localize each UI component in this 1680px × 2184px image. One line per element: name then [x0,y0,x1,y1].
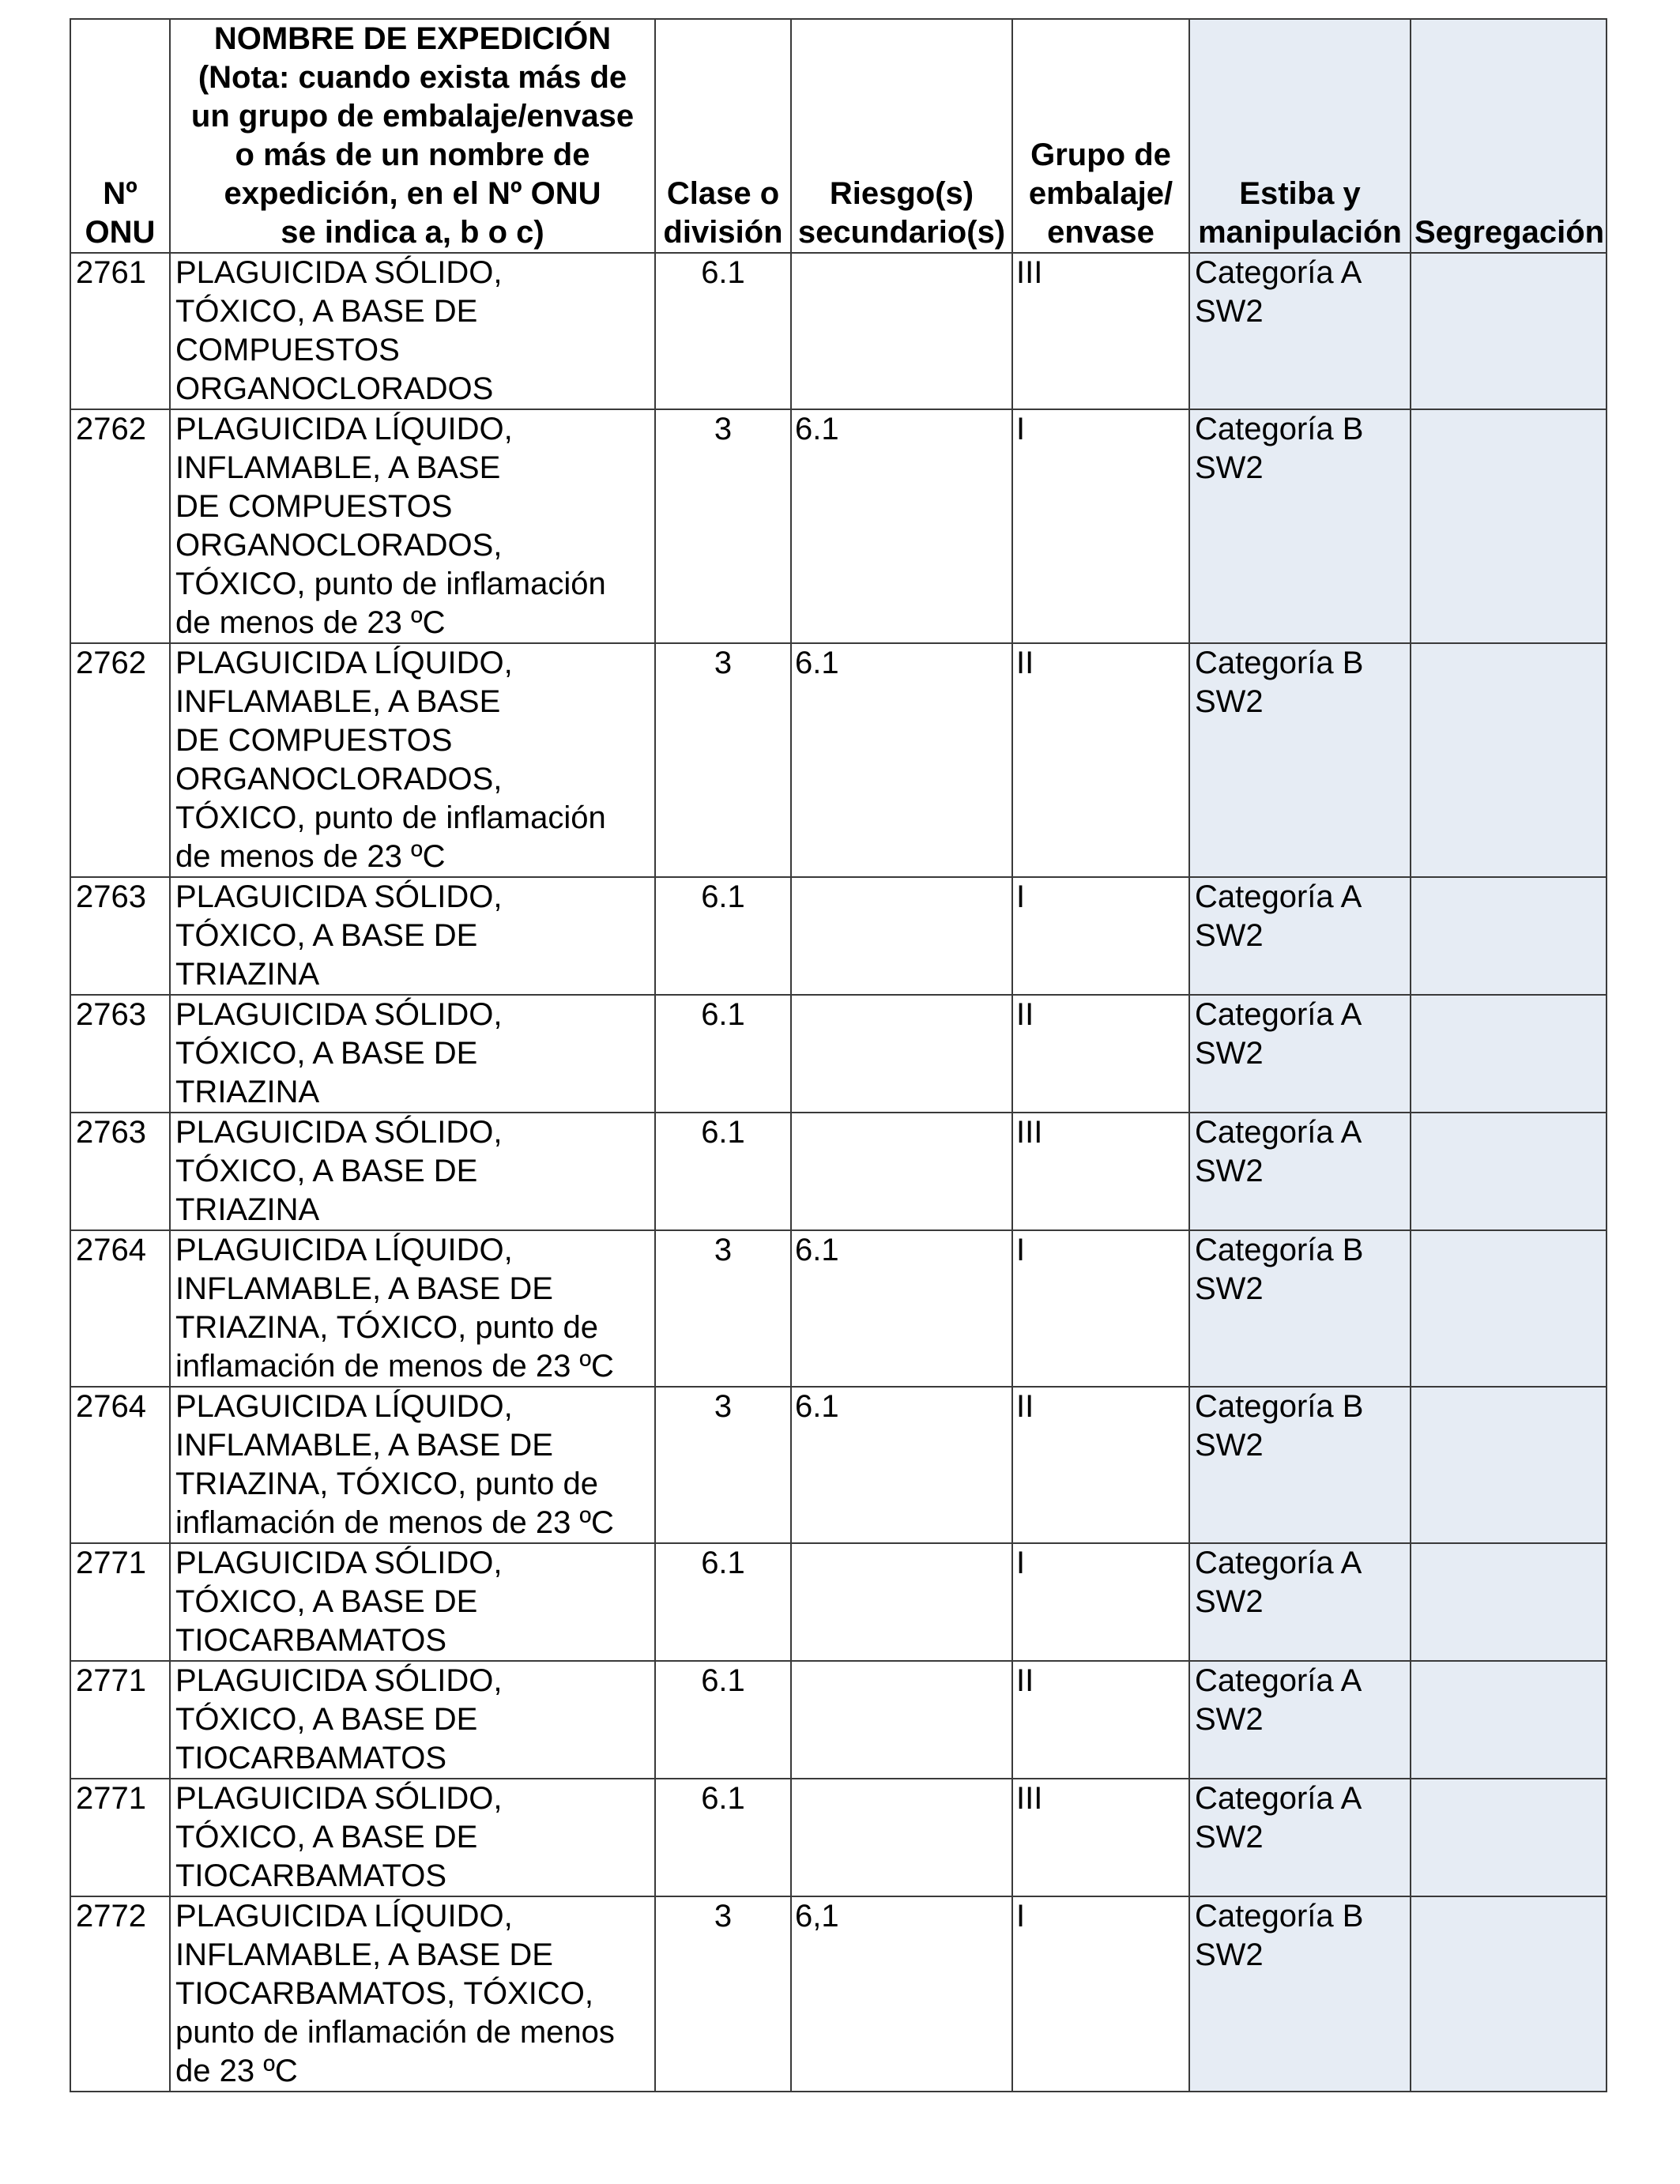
text-line: Categoría A [1195,1115,1362,1150]
text-line: envase [1047,215,1155,250]
onu-number-cell: 2771 [70,1543,170,1661]
text-line: de menos de 23 ºC [175,605,446,640]
text-line: TÓXICO, A BASE DE [175,918,478,953]
class-cell: 3 [655,1896,791,2092]
text-line: ORGANOCLORADOS, [175,528,503,563]
header-row [70,19,1607,253]
text-line: INFLAMABLE, A BASE [175,684,501,719]
shipping-name-cell [170,877,655,995]
segregation-cell [1411,1230,1607,1387]
text-line: ORGANOCLORADOS, [175,762,503,796]
text-line: INFLAMABLE, A BASE DE [175,1428,553,1463]
text-line: Segregación [1414,215,1605,250]
stowage-cell [1189,877,1411,995]
table-row [70,1661,1607,1779]
text-line: DE COMPUESTOS [175,489,453,524]
packing-group-cell: II [1012,995,1189,1113]
onu-number-cell: 2764 [70,1387,170,1543]
text-line: SW2 [1195,1428,1264,1463]
class-cell: 6.1 [655,253,791,409]
text-line: TÓXICO, A BASE DE [175,294,478,329]
stowage-cell [1189,1543,1411,1661]
text-line: inflamación de menos de 23 ºC [175,1349,614,1384]
text-line: PLAGUICIDA LÍQUIDO, [175,1899,513,1934]
text-line: Categoría B [1195,1233,1364,1267]
text-line: DE COMPUESTOS [175,723,453,758]
shipping-name-cell [170,1387,655,1543]
table-row [70,253,1607,409]
text-line: o más de un nombre de [235,137,590,172]
table-row [70,1113,1607,1230]
text-line: TÓXICO, A BASE DE [175,1820,478,1855]
text-line: SW2 [1195,1271,1264,1306]
stowage-cell [1189,1387,1411,1543]
class-cell: 6.1 [655,877,791,995]
secondary-risk-cell [791,1779,1012,1896]
packing-group-cell: I [1012,1543,1189,1661]
secondary-risk-cell: 6.1 [791,1230,1012,1387]
onu-number-cell: 2761 [70,253,170,409]
segregation-cell [1411,643,1607,877]
text-line: Categoría A [1195,255,1362,290]
shipping-name-cell [170,1113,655,1230]
header-shipping-name [170,19,655,253]
packing-group-cell: III [1012,1113,1189,1230]
stowage-cell [1189,643,1411,877]
stowage-cell [1189,409,1411,643]
text-line: Categoría A [1195,1663,1362,1698]
text-line: TRIAZINA [175,1075,320,1109]
text-line: PLAGUICIDA SÓLIDO, [175,1781,503,1816]
secondary-risk-cell [791,1661,1012,1779]
onu-number-cell: 2762 [70,409,170,643]
text-line: TIOCARBAMATOS [175,1623,447,1658]
secondary-risk-cell: 6.1 [791,1387,1012,1543]
shipping-name-cell [170,1230,655,1387]
secondary-risk-cell: 6.1 [791,643,1012,877]
packing-group-cell: III [1012,253,1189,409]
table-row [70,877,1607,995]
text-line: Categoría A [1195,997,1362,1032]
onu-number-cell: 2771 [70,1661,170,1779]
text-line: embalaje/ [1028,176,1173,211]
text-line: Categoría B [1195,646,1364,680]
onu-number-cell: 2764 [70,1230,170,1387]
text-line: TRIAZINA [175,1192,320,1227]
text-line: TRIAZINA, TÓXICO, punto de [175,1467,598,1501]
text-line: ORGANOCLORADOS [175,371,494,406]
shipping-name-cell [170,1896,655,2092]
secondary-risk-cell [791,1113,1012,1230]
text-line: PLAGUICIDA LÍQUIDO, [175,1233,513,1267]
text-line: TÓXICO, A BASE DE [175,1584,478,1619]
onu-number-cell: 2772 [70,1896,170,2092]
shipping-name-cell [170,253,655,409]
text-line: Categoría B [1195,1389,1364,1424]
text-line: PLAGUICIDA LÍQUIDO, [175,1389,513,1424]
segregation-cell [1411,1543,1607,1661]
packing-group-cell: I [1012,1896,1189,2092]
onu-number-cell: 2763 [70,1113,170,1230]
text-line: SW2 [1195,294,1264,329]
class-cell: 6.1 [655,1779,791,1896]
text-line: TÓXICO, A BASE DE [175,1154,478,1188]
segregation-cell [1411,1387,1607,1543]
class-cell: 3 [655,643,791,877]
onu-number-cell: 2762 [70,643,170,877]
header-onu [70,19,170,253]
segregation-cell [1411,253,1607,409]
text-line: PLAGUICIDA SÓLIDO, [175,879,503,914]
text-line: expedición, en el Nº ONU [224,176,601,211]
text-line: TÓXICO, A BASE DE [175,1702,478,1737]
text-line: TIOCARBAMATOS [175,1741,447,1775]
text-line: PLAGUICIDA SÓLIDO, [175,1115,503,1150]
packing-group-cell: II [1012,1387,1189,1543]
text-line: Clase o [666,176,780,211]
text-line: NOMBRE DE EXPEDICIÓN [213,21,612,56]
text-line: SW2 [1195,1036,1264,1071]
packing-group-cell: I [1012,877,1189,995]
secondary-risk-cell [791,253,1012,409]
text-line: SW2 [1195,918,1264,953]
text-line: PLAGUICIDA SÓLIDO, [175,1663,503,1698]
onu-number-cell: 2763 [70,995,170,1113]
text-line: división [663,215,783,250]
secondary-risk-cell: 6.1 [791,409,1012,643]
class-cell: 3 [655,1387,791,1543]
text-line: Categoría B [1195,1899,1364,1934]
text-line: Categoría B [1195,412,1364,446]
shipping-name-cell [170,995,655,1113]
text-line: COMPUESTOS [175,333,400,367]
text-line: PLAGUICIDA SÓLIDO, [175,1546,503,1580]
text-line: PLAGUICIDA SÓLIDO, [175,255,503,290]
text-line: punto de inflamación de menos [175,2015,615,2050]
shipping-name-cell [170,643,655,877]
packing-group-cell: II [1012,1661,1189,1779]
table-row [70,1230,1607,1387]
text-line: Nº [103,176,137,211]
text-line: inflamación de menos de 23 ºC [175,1505,614,1540]
text-line: de 23 ºC [175,2054,298,2088]
text-line: SW2 [1195,450,1264,485]
text-line: un grupo de embalaje/envase [190,99,635,134]
segregation-cell [1411,877,1607,995]
text-line: TÓXICO, punto de inflamación [175,567,606,601]
secondary-risk-cell [791,1543,1012,1661]
header-class [655,19,791,253]
secondary-risk-cell [791,877,1012,995]
stowage-cell [1189,1230,1411,1387]
onu-number-cell: 2763 [70,877,170,995]
shipping-name-cell [170,409,655,643]
text-line: SW2 [1195,1702,1264,1737]
text-line: Riesgo(s) [829,176,974,211]
segregation-cell [1411,1113,1607,1230]
dangerous-goods-document [70,18,1607,2092]
text-line: manipulación [1198,215,1402,250]
text-line: secundario(s) [797,215,1006,250]
text-line: TRIAZINA [175,957,320,992]
text-line: SW2 [1195,1154,1264,1188]
header-stowage [1189,19,1411,253]
table-row [70,643,1607,877]
shipping-name-cell [170,1779,655,1896]
segregation-cell [1411,995,1607,1113]
text-line: INFLAMABLE, A BASE DE [175,1937,553,1972]
text-line: TRIAZINA, TÓXICO, punto de [175,1310,598,1345]
text-line: PLAGUICIDA LÍQUIDO, [175,646,513,680]
text-line: SW2 [1195,684,1264,719]
packing-group-cell: II [1012,643,1189,877]
class-cell: 6.1 [655,1543,791,1661]
table-row [70,1543,1607,1661]
table-row [70,1779,1607,1896]
text-line: (Nota: cuando exista más de [198,60,627,95]
segregation-cell [1411,409,1607,643]
stowage-cell [1189,253,1411,409]
table-row [70,1387,1607,1543]
class-cell: 3 [655,409,791,643]
segregation-cell [1411,1661,1607,1779]
text-line: PLAGUICIDA SÓLIDO, [175,997,503,1032]
secondary-risk-cell: 6,1 [791,1896,1012,2092]
text-line: TIOCARBAMATOS, TÓXICO, [175,1976,593,2011]
text-line: TÓXICO, A BASE DE [175,1036,478,1071]
header-packing-group [1012,19,1189,253]
packing-group-cell: I [1012,1230,1189,1387]
text-line: de menos de 23 ºC [175,839,446,874]
packing-group-cell: III [1012,1779,1189,1896]
onu-number-cell: 2771 [70,1779,170,1896]
text-line: SW2 [1195,1820,1264,1855]
text-line: se indica a, b o c) [281,215,544,250]
text-line: PLAGUICIDA LÍQUIDO, [175,412,513,446]
packing-group-cell: I [1012,409,1189,643]
dangerous-goods-table [70,18,1607,2092]
text-line: SW2 [1195,1937,1264,1972]
text-line: Categoría A [1195,1546,1362,1580]
table-row [70,1896,1607,2092]
shipping-name-cell [170,1543,655,1661]
text-line: Categoría A [1195,879,1362,914]
table-row [70,995,1607,1113]
header-secondary-risk [791,19,1012,253]
text-line: TIOCARBAMATOS [175,1858,447,1893]
stowage-cell [1189,1661,1411,1779]
class-cell: 6.1 [655,1661,791,1779]
text-line: Estiba y [1239,176,1361,211]
shipping-name-cell [170,1661,655,1779]
stowage-cell [1189,995,1411,1113]
text-line: INFLAMABLE, A BASE DE [175,1271,553,1306]
text-line: TÓXICO, punto de inflamación [175,800,606,835]
class-cell: 6.1 [655,995,791,1113]
class-cell: 3 [655,1230,791,1387]
table-row [70,409,1607,643]
segregation-cell [1411,1896,1607,2092]
text-line: INFLAMABLE, A BASE [175,450,501,485]
class-cell: 6.1 [655,1113,791,1230]
stowage-cell [1189,1779,1411,1896]
text-line: ONU [85,215,156,250]
stowage-cell [1189,1113,1411,1230]
stowage-cell [1189,1896,1411,2092]
segregation-cell [1411,1779,1607,1896]
text-line: Grupo de [1030,137,1171,172]
secondary-risk-cell [791,995,1012,1113]
text-line: Categoría A [1195,1781,1362,1816]
text-line: SW2 [1195,1584,1264,1619]
header-segregation [1411,19,1607,253]
